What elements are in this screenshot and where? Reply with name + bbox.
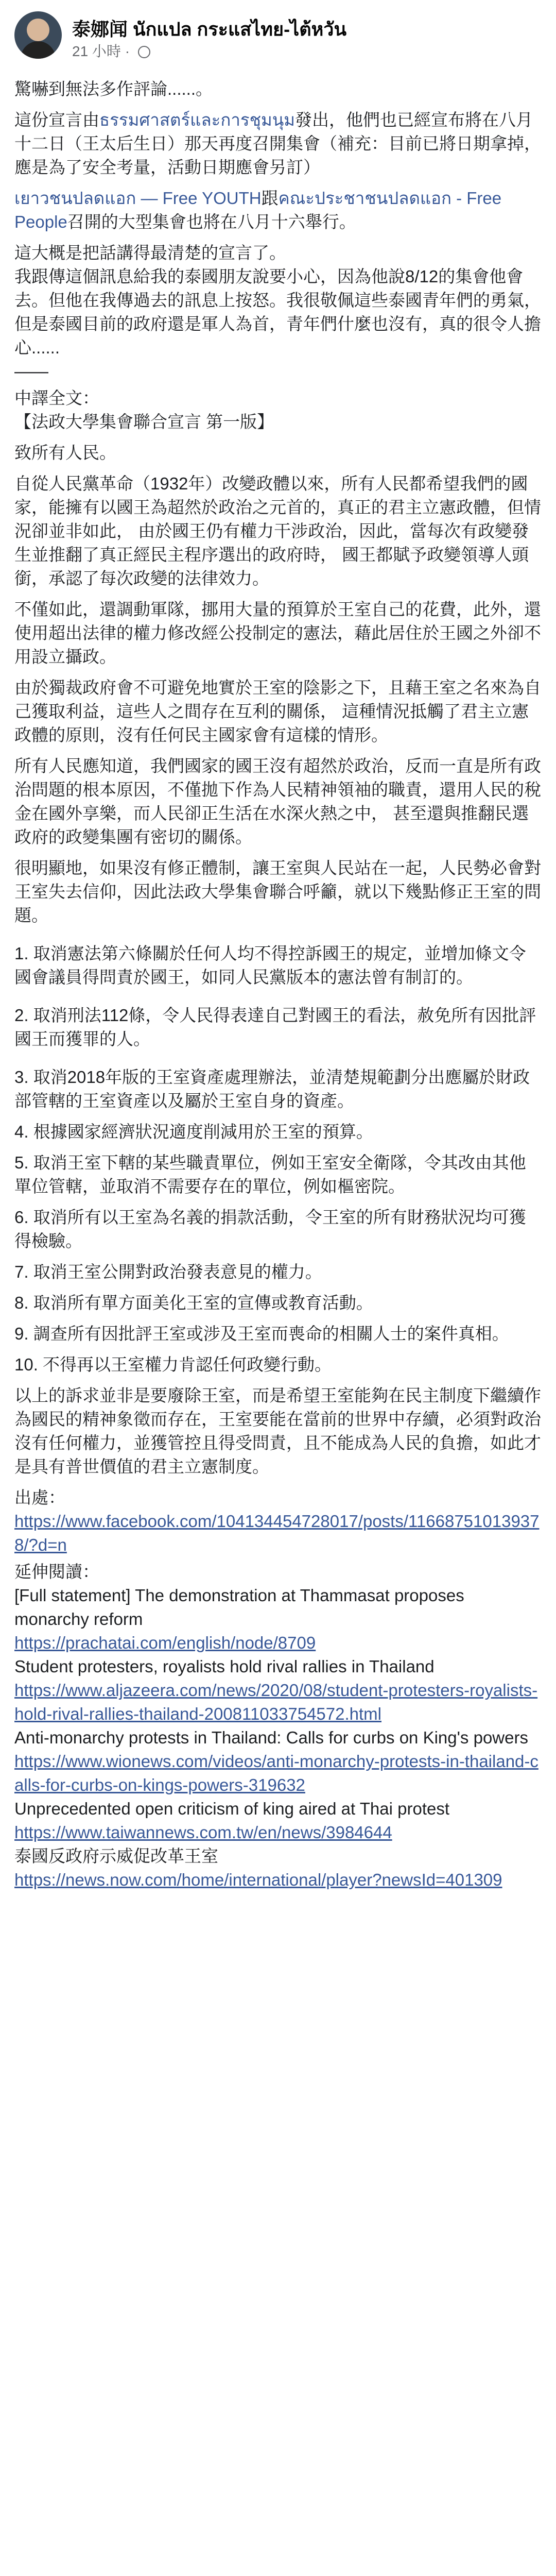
reference-title: Anti-monarchy protests in Thailand: Calls for curbs on King's powers [14,1728,528,1747]
avatar-face [27,19,49,41]
demand-item: 10. 不得再以王室權力肯認任何政變行動。 [14,1355,332,1374]
statement-title: 【法政大學集會聯合宣言 第一版】 [14,412,274,431]
demand-item: 9. 調查所有因批評王室或涉及王室而喪命的相關人士的案件真相。 [14,1324,509,1343]
reference-link[interactable]: https://prachatai.com/english/node/8709 [14,1633,316,1652]
post-body [14,77,542,1892]
page-link[interactable]: เยาวชนปลดแอก — Free YOUTH [14,189,262,208]
demand-item: 3. 取消2018年版的王室資產處理辦法，並清楚規範劃分出應屬於財政部管轄的王室資產以及屬於王室自身的資產。 [14,1067,530,1110]
reference-link[interactable]: https://www.wionews.com/videos/anti-monarchy-protests-in-thailand-calls-for-curbs-on-kings-powers-319632 [14,1752,538,1794]
demand-item: 4. 根據國家經濟狀況適度削減用於王室的預算。 [14,1122,373,1141]
paragraph: 很明顯地，如果沒有修正體制，讓王室與人民站在一起，人民勢必會對王室失去信仰，因此法政大學集會聯合呼籲，就以下幾點修正王室的問題。 [14,858,541,925]
post-time[interactable]: 21 小時 · [72,43,130,59]
text: 跟 [261,189,279,208]
post-meta [72,40,150,61]
demand-item: 1. 取消憲法第六條關於任何人均不得控訴國王的規定，並增加條文令國會議員得問責於國王，如同人民黨版本的憲法曾有制訂的。 [14,944,526,987]
source-label: 出處： [14,1488,65,1507]
paragraph [14,187,542,234]
paragraph [14,108,542,179]
demand-item: 8. 取消所有單方面美化王室的宣傳或教育活動。 [14,1293,373,1312]
reference-title: [Full statement] The demonstration at Thammasat proposes monarchy reform [14,1586,464,1629]
demand-item: 7. 取消王室公開對政治發表意見的權力。 [14,1262,322,1281]
author-name[interactable]: 泰娜闻 นักแปล กระแสไทย-ไต้หวัน [72,19,347,40]
paragraph: 致所有人民。 [14,443,116,462]
page-link[interactable]: คณะประชาชนปลดแอก - Free People [14,189,502,231]
avatar[interactable] [14,11,62,59]
avatar-body [21,41,56,59]
demand-item: 5. 取消王室下轄的某些職責單位，例如王室安全衛隊，令其改由其他單位管轄，並取消不需要存在的單位，例如樞密院。 [14,1153,526,1196]
paragraph: 這大概是把話講得最清楚的宣言了。 [14,243,286,262]
demand-item: 2. 取消刑法112條，令人民得表達自己對國王的看法，赦免所有因批評國王而獲罪的人。 [14,1006,536,1048]
reference-title: Unprecedented open criticism of king aired at Thai protest [14,1799,450,1818]
paragraph: 自從人民黨革命（1932年）改變政體以來，所有人民都希望我們的國家，能擁有以國王為超然於政治之元首的，真正的君主立憲政體，但情況卻並非如此， 由於國王仍有權力干涉政治，因此，當每次有政變發生並推翻了真正經民主程序選出的政府時， 國王都賦予政變領導人頭銜，承認了每次政變的法律效力。 [14,474,541,588]
paragraph: 由於獨裁政府會不可避免地實於王室的陰影之下，且藉王室之名來為自己獲取利益，這些人之間存在互利的關係， 這種情況抵觸了君主立憲政體的原則，沒有任何民主國家會有這樣的情形。 [14,678,541,744]
reference-link[interactable]: https://www.taiwannews.com.tw/en/news/3984644 [14,1823,392,1842]
text: 發出，他們也已經宣布將在八月十二日（王太后生日）那天再度召開集會（補充：目前已將日期拿掉，應是為了安全考量，活動日期應會另訂） [14,110,541,177]
text: 召開的大型集會也將在八月十六舉行。 [67,212,356,231]
paragraph: 以上的訴求並非是要廢除王室，而是希望王室能夠在民主制度下繼續作為國民的精神象徵而存在，王室要能在當前的世界中存續，必須對政治沒有任何權力，並獲管控且得受問責，且不能成為人民的負擔，如此才是具有普世價值的君主立憲制度。 [14,1386,541,1476]
divider-text: —— [14,362,48,381]
page-link[interactable]: ธรรมศาสตร์และการชุมนุม [99,110,296,129]
reference-link[interactable]: https://news.now.com/home/international/player?newsId=401309 [14,1870,502,1889]
further-reading-label: 延伸閱讀： [14,1562,99,1581]
paragraph: 我跟傳這個訊息給我的泰國朋友說要小心，因為他說8/12的集會他會去。但他在我傳過去的訊息上按怒。我很敬佩這些泰國青年們的勇氣，但是泰國目前的政府還是軍人為首，青年們什麼也沒有，真的很令人擔心...... [14,267,541,357]
demand-item: 6. 取消所有以王室為名義的捐款活動，令王室的所有財務狀況均可獲得檢驗。 [14,1208,526,1250]
reference-link[interactable]: https://www.aljazeera.com/news/2020/08/student-protesters-royalists-hold-rival-rallies-thailand-200811033754572.html [14,1681,538,1723]
paragraph: 所有人民應知道，我們國家的國王沒有超然於政治，反而一直是所有政治問題的根本原因，不僅拋下作為人民精神領袖的職責，還用人民的稅金在國外享樂，而人民卻正生活在水深火熱之中， 甚至還與推翻民選政府的政變集團有密切的關係。 [14,756,541,846]
paragraph: 中譯全文： [14,388,99,408]
globe-icon [138,46,150,58]
text: 這份宣言由 [14,110,99,129]
reference-links [14,1486,542,1892]
paragraph: 不僅如此，還調動軍隊，挪用大量的預算於王室自己的花費，此外，還使用超出法律的權力修改經公投制定的憲法，藉此居住於王國之外卻不用設立攝政。 [14,600,541,666]
reference-title: 泰國反政府示威促改革王室 [14,1846,218,1866]
reference-title: Student protesters, royalists hold rival rallies in Thailand [14,1657,435,1676]
source-link[interactable]: https://www.facebook.com/104134454728017/posts/116687510139378/?d=n [14,1512,540,1554]
paragraph: 驚嚇到無法多作評論......。 [14,79,213,98]
